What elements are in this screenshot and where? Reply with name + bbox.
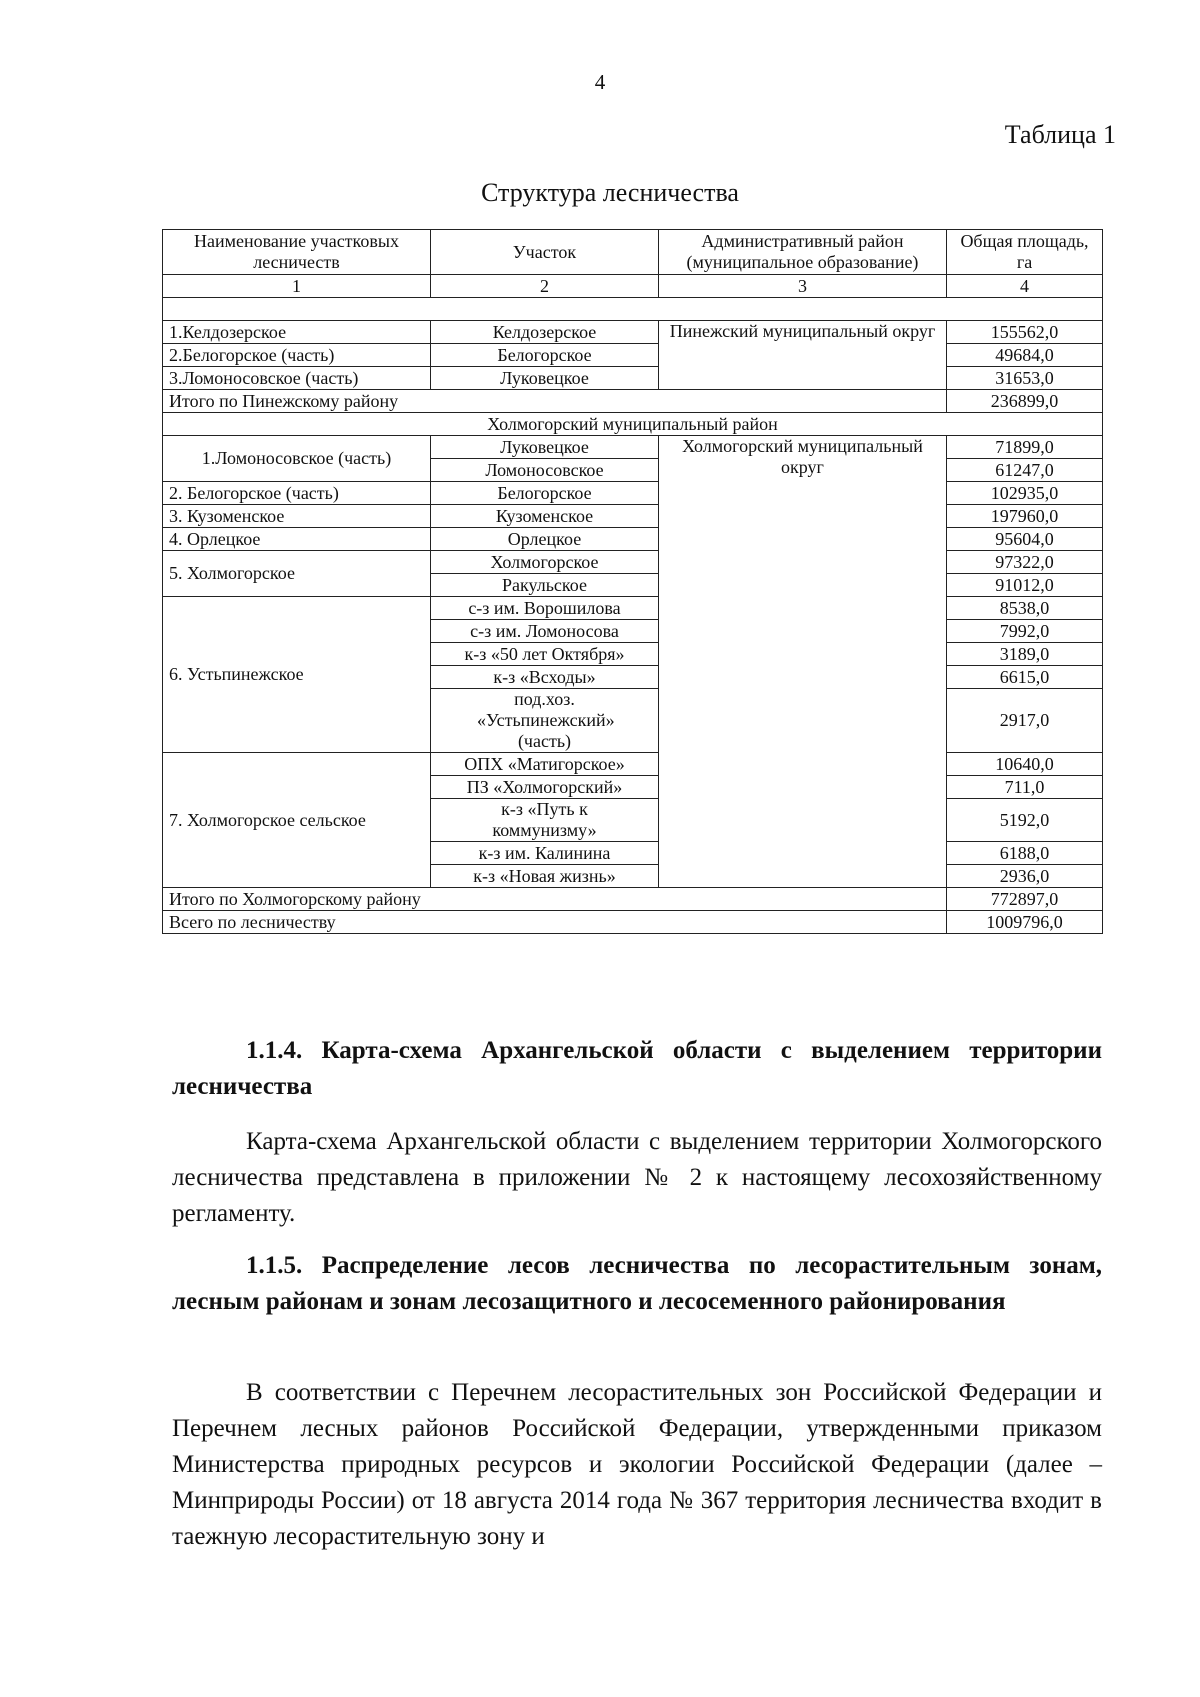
area-cell: 6615,0 <box>947 666 1103 689</box>
forestry-name-cell: 3.Ломоносовское (часть) <box>163 367 431 390</box>
area-cell: 155562,0 <box>947 321 1103 344</box>
section-cell: Холмогорское <box>431 551 659 574</box>
area-cell: 3189,0 <box>947 643 1103 666</box>
table-row <box>163 528 1103 551</box>
table-subtotal-row <box>163 888 1103 911</box>
section-cell: к-з «Всходы» <box>431 666 659 689</box>
section-text-1-1-5: В соответствии с Перечнем лесорастительных зон Российской Федерации и Перечнем лесных районов Российской Федерации, утвержденными приказом Министерства природных ресурсов и экологии Российской Федерации (далее – Минприроды России) от 18 августа 2014 года № 367 территория лесничества входит в таежную лесорастительную зону и <box>172 1379 1102 1550</box>
area-cell: 61247,0 <box>947 459 1103 482</box>
table-row <box>163 367 1103 390</box>
table-row <box>163 597 1103 620</box>
forestry-name-cell: 2. Белогорское (часть) <box>163 482 431 505</box>
forestry-name-cell: 5. Холмогорское <box>163 551 431 597</box>
subtotal-label-cell: Итого по Пинежскому району <box>163 390 947 413</box>
forestry-name-cell: 1.Ломоносовское (часть) <box>163 436 431 482</box>
area-cell: 10640,0 <box>947 753 1103 776</box>
forestry-structure-table <box>162 229 1103 934</box>
table-group-header-row <box>163 413 1103 436</box>
group-header-cell: Холмогорский муниципальный район <box>163 413 1103 436</box>
table-column-number: 4 <box>947 275 1103 298</box>
table-column-number: 1 <box>163 275 431 298</box>
area-cell: 31653,0 <box>947 367 1103 390</box>
section-cell: Луковецкое <box>431 367 659 390</box>
table-header-row <box>163 230 1103 275</box>
section-text-1-1-4: Карта-схема Архангельской области с выделением территории Холмогорского лесничества представлена в приложении № 2 к настоящему лесохозяйственному регламенту. <box>172 1128 1102 1227</box>
area-cell: 6188,0 <box>947 842 1103 865</box>
section-cell: Луковецкое <box>431 436 659 459</box>
area-cell: 49684,0 <box>947 344 1103 367</box>
area-cell: 95604,0 <box>947 528 1103 551</box>
area-cell: 2936,0 <box>947 865 1103 888</box>
section-cell: Орлецкое <box>431 528 659 551</box>
table-row <box>163 321 1103 344</box>
table-grand-total-row <box>163 911 1103 934</box>
section-cell: Белогорское <box>431 482 659 505</box>
area-cell: 197960,0 <box>947 505 1103 528</box>
table-blank-row <box>163 298 1103 321</box>
table-blank-cell <box>163 298 1103 321</box>
area-cell: 2917,0 <box>947 689 1103 753</box>
area-cell: 102935,0 <box>947 482 1103 505</box>
table-row <box>163 344 1103 367</box>
area-cell: 711,0 <box>947 776 1103 799</box>
table-header-cell: Административный район (муниципальное образование) <box>659 230 947 275</box>
area-cell: 71899,0 <box>947 436 1103 459</box>
area-cell: 8538,0 <box>947 597 1103 620</box>
district-cell: Холмогорский муниципальный округ <box>659 436 947 888</box>
section-cell: к-з «50 лет Октября» <box>431 643 659 666</box>
section-cell: ОПХ «Матигорское» <box>431 753 659 776</box>
section-heading-1-1-4 <box>172 1033 1102 1105</box>
section-heading-1-1-4-line: 1.1.4. Карта-схема Архангельской области с выделением территории лесничества <box>172 1037 1102 1100</box>
section-cell: под.хоз. «Устьпинежский» (часть) <box>431 689 659 753</box>
table-label: Таблица 1 <box>1004 120 1116 149</box>
table-title: Структура лесничества <box>481 178 739 207</box>
district-cell: Пинежский муниципальный округ <box>659 321 947 390</box>
table-row <box>163 753 1103 776</box>
area-cell: 7992,0 <box>947 620 1103 643</box>
table-header-cell: Общая площадь, га <box>947 230 1103 275</box>
section-cell: Кузоменское <box>431 505 659 528</box>
section-cell: с-з им. Ломоносова <box>431 620 659 643</box>
forestry-name-cell: 6. Устьпинежское <box>163 597 431 753</box>
table-header-cell: Участок <box>431 230 659 275</box>
grand-total-value-cell: 1009796,0 <box>947 911 1103 934</box>
area-cell: 91012,0 <box>947 574 1103 597</box>
section-cell: к-з «Новая жизнь» <box>431 865 659 888</box>
section-heading-1-1-5 <box>172 1248 1102 1320</box>
table-column-number: 3 <box>659 275 947 298</box>
subtotal-value-cell: 236899,0 <box>947 390 1103 413</box>
section-cell: с-з им. Ворошилова <box>431 597 659 620</box>
table-row <box>163 436 1103 459</box>
section-cell: Ломоносовское <box>431 459 659 482</box>
table-column-numbers-row <box>163 275 1103 298</box>
forestry-name-cell: 4. Орлецкое <box>163 528 431 551</box>
section-cell: к-з им. Калинина <box>431 842 659 865</box>
area-cell: 97322,0 <box>947 551 1103 574</box>
table-column-number: 2 <box>431 275 659 298</box>
table-header-cell: Наименование участковых лесничеств <box>163 230 431 275</box>
section-cell: Келдозерское <box>431 321 659 344</box>
section-cell: ПЗ «Холмогорский» <box>431 776 659 799</box>
subtotal-value-cell: 772897,0 <box>947 888 1103 911</box>
section-heading-1-1-5-text: 1.1.5. Распределение лесов лесничества по лесорастительным зонам, лесным районам и зонам лесозащитного и лесосеменного районирования <box>172 1252 1102 1315</box>
table-row <box>163 505 1103 528</box>
grand-total-label-cell: Всего по лесничеству <box>163 911 947 934</box>
area-cell: 5192,0 <box>947 799 1103 842</box>
subtotal-label-cell: Итого по Холмогорскому району <box>163 888 947 911</box>
forestry-name-cell: 2.Белогорское (часть) <box>163 344 431 367</box>
table-row <box>163 551 1103 574</box>
section-cell: Ракульское <box>431 574 659 597</box>
forestry-name-cell: 7. Холмогорское сельское <box>163 753 431 888</box>
table-row <box>163 482 1103 505</box>
table-subtotal-row <box>163 390 1103 413</box>
section-cell: Белогорское <box>431 344 659 367</box>
forestry-name-cell: 1.Келдозерское <box>163 321 431 344</box>
forestry-name-cell: 3. Кузоменское <box>163 505 431 528</box>
section-cell: к-з «Путь к коммунизму» <box>431 799 659 842</box>
page-number: 4 <box>594 70 606 94</box>
